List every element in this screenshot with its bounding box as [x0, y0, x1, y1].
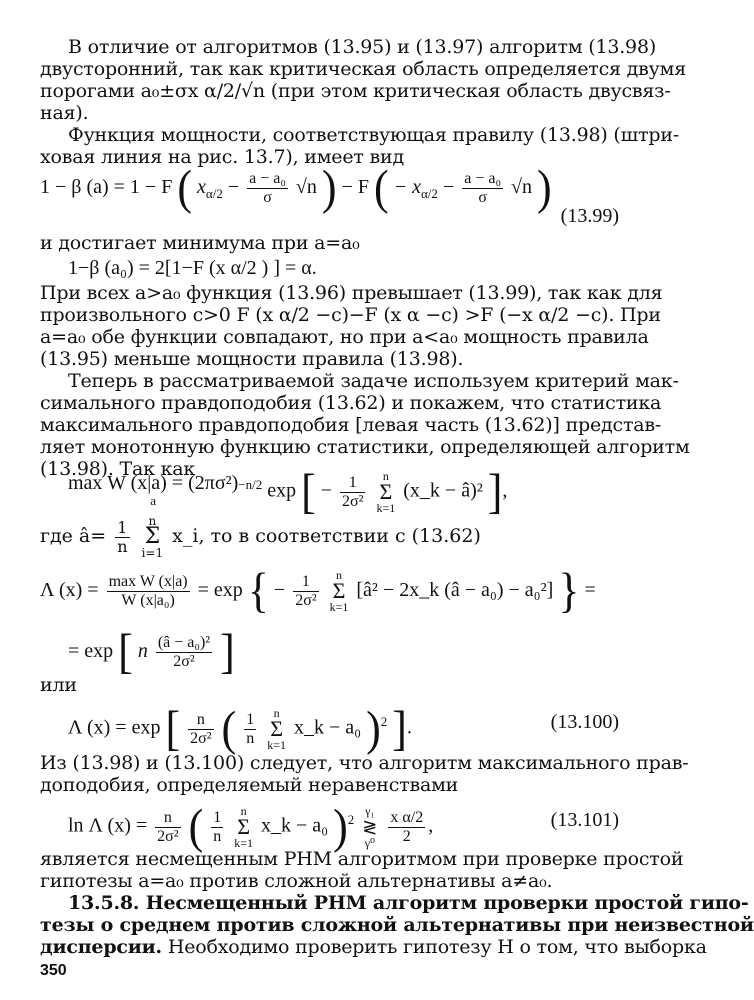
frac-num: max W (x|a) [108, 572, 188, 590]
eq-term: x_k − a₀ [261, 814, 329, 837]
eq-n: n [137, 640, 148, 662]
eq-power: −n/2 [238, 477, 263, 492]
sum-top: n [336, 568, 342, 583]
text-line [40, 936, 707, 958]
def-suffix: x_i, то в соответствии с (13.62) [172, 525, 481, 547]
page-number: 350 [40, 962, 67, 979]
frac-num: n [155, 809, 180, 828]
fraction [388, 809, 425, 846]
eq-power: 2 [380, 714, 388, 729]
equation-max-likelihood: max W (x|a) = (2πσ²) $a^{-n/2}$ exp [ − $\frac{1}{\text{2σ²}}$ n Σ k=1 (x_k − â)² ], [68, 464, 508, 519]
section-heading-end: дисперсии. [40, 936, 162, 958]
frac-num: a − a₀ [464, 169, 502, 187]
bracket: ) [321, 160, 337, 215]
sum-bottom: k=1 [234, 836, 253, 851]
text-line: гипотезы a=a₀ против сложной альтернативы a≠a₀. [40, 870, 553, 892]
bracket: { [247, 563, 269, 618]
bracket: ] [392, 701, 407, 756]
eq-exp: = exp [197, 579, 243, 601]
sum-operator: n Σ k=1 [267, 706, 286, 753]
fraction [244, 711, 256, 748]
eq-lhs: Λ (x) = exp [68, 716, 161, 739]
threshold-top: γ₁ [365, 804, 375, 819]
text-line: является несмещенным РНМ алгоритмом при проверке простой [40, 848, 684, 870]
frac-den: n [117, 536, 128, 556]
sum-bottom: k=1 [376, 501, 396, 516]
text-line: ная). [40, 102, 89, 124]
bracket: } [558, 563, 580, 618]
frac-num: 1 [246, 710, 255, 728]
equation-minimum: 1−β (a₀) = 2[1−F (x α/2 ) ] = α. [68, 257, 317, 279]
text-continuation: Необходимо проверить гипотезу H о том, что выборка [161, 936, 707, 958]
text-line: двусторонний, так как критическая область определяется двумя [40, 58, 687, 80]
fraction [462, 170, 503, 207]
fraction [211, 809, 223, 846]
frac-den: W (x|a₀) [121, 591, 175, 609]
eq-sqrt: √n [295, 176, 317, 198]
fraction [188, 711, 213, 748]
text-line: В отличие от алгоритмов (13.95) и (13.97) алгоритм (13.98) [68, 36, 657, 58]
section-heading: 13.5.8. Несмещенный РНМ алгоритм проверки простой гипо- [68, 892, 749, 914]
eq-term: (x_k − â)² [403, 479, 483, 502]
text-line: При всех a>a₀ функция (13.96) превышает (13.99), так как для [40, 282, 663, 304]
threshold-operator [362, 805, 377, 849]
sum-top: n [273, 706, 280, 721]
threshold-symbol: ≷ [362, 817, 378, 838]
bracket: ) [333, 799, 348, 854]
frac-den: σ [478, 188, 487, 206]
frac-num: a − a₀ [249, 169, 286, 187]
text-line: симального правдоподобия (13.62) и покажем, что статистика [40, 392, 662, 414]
text-line: Теперь в рассматриваемой задаче используем критерий мак- [68, 370, 679, 392]
sum-operator: n Σ k=1 [329, 568, 349, 615]
text-line: Функция мощности, соответствующая правилу (13.98) (штри- [68, 124, 680, 146]
frac-den: n [213, 827, 222, 845]
text-line: ховая линия на рис. 13.7), имеет вид [40, 146, 405, 168]
sum-top: n [148, 514, 157, 528]
equation-number: (13.99) [560, 205, 619, 227]
bracket: ( [221, 701, 237, 756]
fraction [107, 573, 190, 610]
eq-exp: exp [267, 479, 297, 502]
frac-num: 1 [340, 474, 365, 493]
bracket: [ [118, 624, 133, 679]
equation-lambda-line2 [68, 624, 235, 678]
sum-top: n [382, 469, 389, 484]
sum-bottom: i=1 [141, 546, 164, 560]
fraction [156, 634, 212, 671]
sum-operator: n Σ k=1 [234, 804, 253, 851]
text-line: произвольного c>0 F (x α/2 −c)−F (x α −c) >F (−x α/2 −c). При [40, 304, 661, 326]
eq-term: x_k − a₀ [293, 716, 362, 739]
frac-num: x α/2 [390, 808, 424, 826]
definition-line [40, 514, 481, 558]
eq-tail: = [584, 579, 596, 601]
frac-num: (â − a₀)² [157, 633, 211, 651]
frac-den: n [246, 729, 255, 747]
equation-lambda: Λ (x) = $\frac{\text{max W (x|a)}}{\text{W (x|a₀)}}$ = exp { − $\frac{1}{\text{2σ²}}$ n Σ k=1 [â² − 2x_k (â − a₀) − a₀²] } = [40, 563, 596, 618]
equation-number: (13.100) [550, 711, 619, 733]
bracket: ] [220, 624, 235, 679]
sum-bottom: k=1 [267, 738, 286, 753]
frac-den: 2σ² [190, 729, 212, 747]
text-line: и достигает минимума при a=a₀ [40, 232, 360, 254]
frac-num: 1 [213, 808, 222, 826]
bracket: ( [373, 160, 389, 215]
eq-mid: − F [341, 176, 369, 198]
frac-num: 1 [293, 573, 318, 592]
eq-exp: = exp [68, 640, 114, 662]
frac-num: n [188, 711, 213, 730]
bracket: [ [165, 701, 181, 756]
bracket: [ [301, 464, 316, 519]
fraction [247, 170, 288, 207]
equation-13-100: Λ (x) = exp [ $\frac{n}{\text{2σ²}}$ ( $\frac{1}{n}$ n Σ k=1 x_k − a₀ )$^2$ ]. [68, 701, 412, 756]
fraction [340, 474, 365, 511]
bracket: ] [487, 464, 503, 519]
sum-operator: n Σ i=1 [141, 514, 164, 560]
text-line: (13.98). Так как [40, 458, 196, 480]
text-line: (13.95) меньше мощности правила (13.98). [40, 348, 464, 370]
fraction [115, 519, 129, 556]
eq-comma: , [428, 814, 434, 837]
equation-13-99: 1 − β (a) = 1 − F ( $x_{\alpha/2}$ − $\frac{\text{a − a₀}}{\sigma}$ √n ) − F ( − $x_{\alpha/2}$ − $\frac{\text{a − a₀}}{\sigma}$ √n ) [40, 160, 552, 215]
eq-term: [â² − 2x_k (â − a₀) − a₀²] [356, 579, 554, 601]
eq-lhs: max W (x|a) = (2πσ²) [68, 472, 239, 495]
text-line: a=a₀ обе функции совпадают, но при a<a₀ мощность правила [40, 326, 649, 348]
text-line: порогами a₀±σx α/2/√n (при этом критическая область двусвяз- [40, 80, 671, 102]
frac-den: 2 [402, 827, 411, 845]
frac-den: 2σ² [295, 591, 317, 609]
frac-den: σ [263, 188, 272, 206]
eq-lhs: 1 − β (a) = 1 − F [40, 176, 173, 198]
bracket: ( [177, 160, 192, 215]
eq-sub: α/2 [421, 186, 438, 201]
eq-sub: a [150, 493, 157, 509]
frac-den: 2σ² [157, 827, 179, 845]
equation-number: (13.101) [550, 809, 619, 831]
text-line: ляет монотонную функцию статистики, определяющей алгоритм [40, 436, 690, 458]
eq-sqrt: √n [511, 176, 533, 198]
bracket: ) [537, 160, 552, 215]
max-operator [68, 472, 239, 509]
text-line: Из (13.98) и (13.100) следует, что алгоритм максимального прав- [40, 752, 689, 774]
frac-den: 2σ² [173, 652, 195, 670]
sum-top: n [240, 804, 247, 819]
frac-den: 2σ² [342, 492, 364, 510]
threshold-bottom: γ⁰ [364, 836, 375, 851]
sum-operator: n Σ k=1 [376, 469, 396, 516]
text-line: доподобия, определяемый неравенствами [40, 774, 459, 796]
eq-lhs: ln Λ (x) = [68, 814, 148, 837]
fraction [155, 809, 180, 846]
eq-term: − x [393, 176, 421, 198]
text-line: максимального правдоподобия [левая часть (13.62)] представ- [40, 414, 662, 436]
eq-lhs: Λ (x) = [40, 579, 99, 601]
frac-num: 1 [115, 519, 129, 538]
equation-13-101 [68, 792, 434, 854]
sum-bottom: k=1 [329, 600, 349, 615]
def-prefix: где â= [40, 525, 107, 547]
fraction [293, 573, 318, 610]
section-heading: тезы о среднем против сложной альтернативы при неизвестной [40, 914, 754, 936]
eq-term: x [197, 176, 206, 198]
eq-sub: α/2 [205, 186, 223, 201]
eq-power: 2 [347, 812, 355, 827]
text-line: или [40, 674, 77, 696]
bracket: ) [366, 701, 381, 756]
bracket: ( [188, 799, 204, 854]
